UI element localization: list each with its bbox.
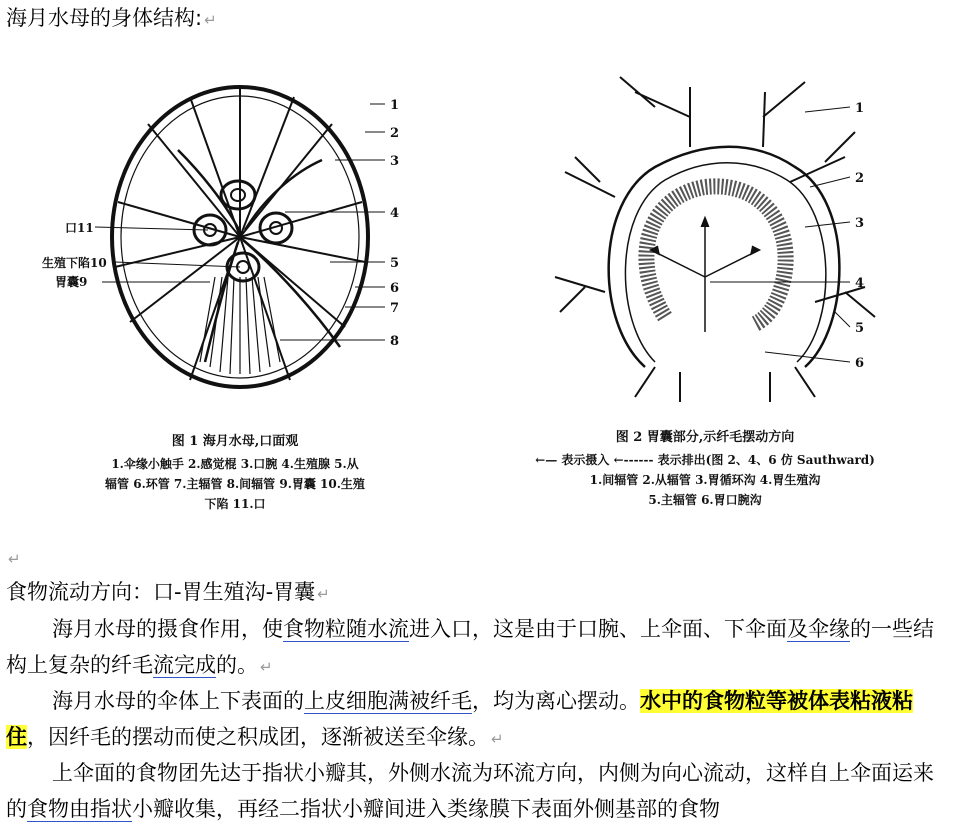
figure-1 — [40, 62, 430, 522]
paragraph-mark-icon: ↵ — [260, 658, 273, 676]
jellyfish-oral-view-drawing — [40, 62, 430, 402]
text-run: ，均为离心摆动。 — [472, 689, 640, 713]
text-run: 的。 — [216, 653, 258, 677]
fig1-legend-line: 辐管 6.环管 7.主辐管 8.间辐管 9.胃囊 10.生殖 — [105, 477, 365, 491]
fig2-legend-line: 5.主辐管 6.胃口腕沟 — [648, 493, 762, 507]
paragraph-2 — [6, 683, 950, 757]
fig2-legend-line: ←— 表示摄入 ←------ 表示排出(图 2、4、6 仿 Sauthward) — [535, 453, 875, 467]
underlined-text: 食物由指状 — [27, 797, 132, 821]
fig2-caption-title: 图 2 胃囊部分,示纤毛摆动方向 — [615, 430, 795, 445]
fig2-label-1: 1 — [855, 101, 865, 116]
text-run: 海月水母的摄食作用，使 — [52, 617, 283, 641]
fig1-label-genital-pit: 生殖下陷10 — [42, 256, 107, 270]
fig1-label-2: 2 — [390, 126, 400, 141]
fig1-label-gastric-pouch: 胃囊9 — [55, 275, 88, 289]
fig1-legend-line: 1.伞缘小触手 2.感觉棍 3.口腕 4.生殖腺 5.从 — [111, 457, 359, 471]
text-run: 上伞面的食物团先达于指状小瓣其，外侧水流为环流方向，内侧为向心流动，这样自上伞面运来的 — [6, 761, 934, 821]
paragraph-1 — [6, 611, 950, 685]
text-run: ，因纤毛的摆动而使之积成团，逐渐被送至伞缘。 — [27, 725, 489, 749]
text-run: 的一些结构上复杂的纤毛 — [6, 617, 934, 677]
paragraph-mark-icon: ↵ — [8, 550, 21, 568]
text-run: 进入口，这是由于口腕、上伞面、下伞面 — [409, 617, 787, 641]
title-line — [6, 3, 217, 35]
fig2-label-3: 3 — [855, 216, 865, 231]
fig1-caption-title: 图 1 海月水母,口面观 — [171, 434, 299, 449]
food-flow-text: 食物流动方向：口-胃生殖沟-胃囊 — [6, 580, 316, 604]
underlined-text: 及伞缘 — [787, 617, 850, 641]
fig1-label-mouth: 口11 — [65, 221, 94, 235]
paragraph-mark-icon: ↵ — [204, 11, 217, 29]
text-run: 海月水母的伞体上下表面的 — [52, 689, 304, 713]
fig2-caption-legend — [505, 450, 905, 510]
fig1-legend-line: 下陷 11.口 — [204, 497, 266, 511]
fig1-label-7: 7 — [390, 301, 400, 316]
fig1-label-5: 5 — [390, 256, 400, 271]
food-flow-line — [6, 577, 330, 609]
paragraph-mark-icon: ↵ — [317, 585, 330, 603]
fig1-label-4: 4 — [390, 206, 400, 221]
fig1-label-1: 1 — [390, 98, 400, 113]
gastric-pouch-drawing — [505, 62, 905, 402]
fig1-label-3: 3 — [390, 154, 400, 169]
text-run: 小瓣收集，再经二指状小瓣间进入类缘膜下表面外侧基部的食物 — [132, 797, 720, 821]
empty-paragraph — [6, 542, 21, 574]
fig2-label-5: 5 — [855, 321, 865, 336]
underlined-text: 食物粒随水流 — [283, 617, 409, 641]
figure-2 — [505, 62, 905, 522]
fig2-label-6: 6 — [855, 356, 865, 371]
fig2-label-4: 4 — [855, 276, 865, 291]
underlined-text: 流完成 — [153, 653, 216, 677]
paragraph-mark-icon: ↵ — [491, 730, 504, 748]
underlined-text: 上皮细胞满被纤毛 — [304, 689, 472, 713]
fig2-legend-line: 1.间辐管 2.从辐管 3.胃循环沟 4.胃生殖沟 — [589, 473, 821, 487]
fig1-label-6: 6 — [390, 281, 400, 296]
highlighted-text: 水中的食物粒等被体表粘液粘住 — [6, 689, 913, 749]
fig1-caption-legend — [40, 454, 430, 514]
paragraph-3 — [6, 755, 950, 827]
page-title: 海月水母的身体结构: — [6, 6, 203, 30]
fig2-label-2: 2 — [855, 171, 865, 186]
fig1-label-8: 8 — [390, 334, 400, 349]
